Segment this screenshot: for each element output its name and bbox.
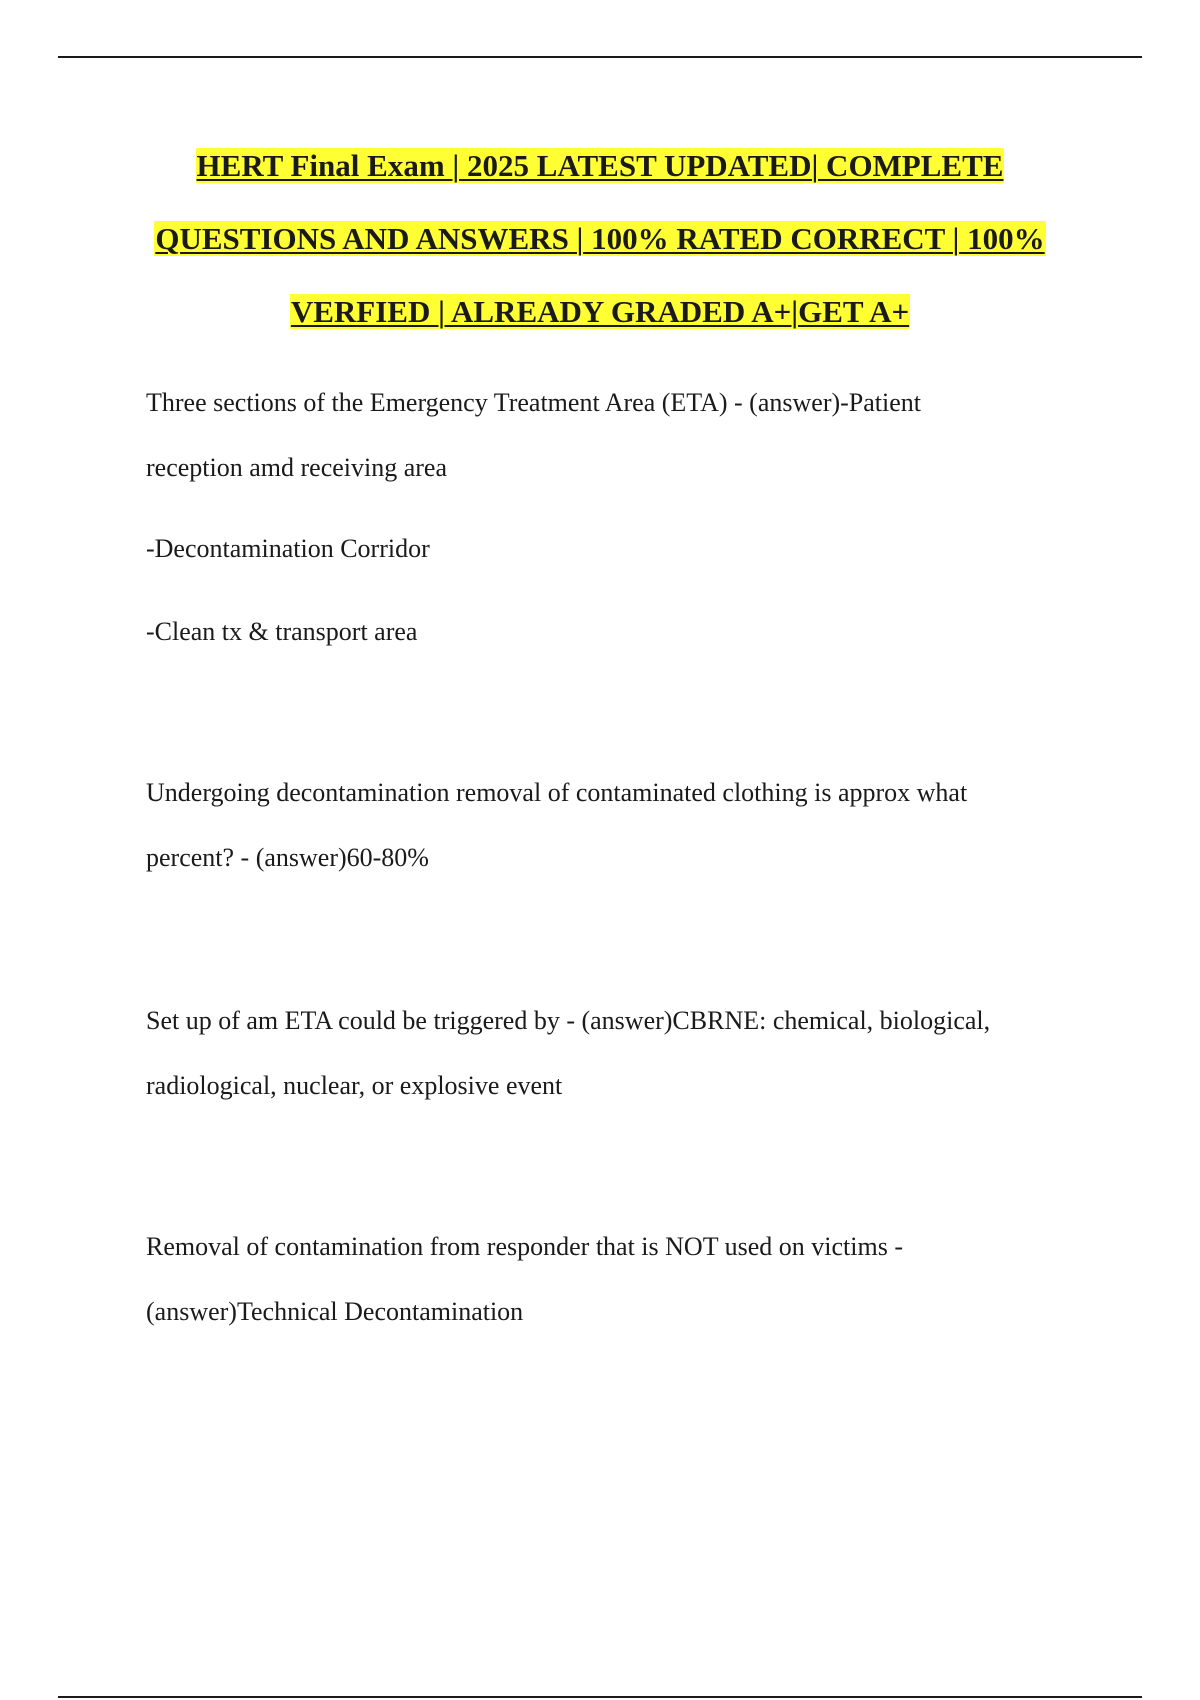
answer-line: -Clean tx & transport area: [146, 617, 418, 646]
qa-item-decon-percent: [146, 760, 1106, 890]
title-line: [58, 138, 1142, 211]
answer-line: -Decontamination Corridor: [146, 534, 430, 563]
question-line: Set up of am ETA could be triggered by - (answer)CBRNE: chemical, biological,: [146, 1006, 991, 1035]
bottom-rule: [58, 1696, 1142, 1698]
question-line: Undergoing decontamination removal of contaminated clothing is approx what: [146, 778, 968, 807]
qa-item-eta-sections: [146, 370, 1106, 664]
title-line-text: HERT Final Exam | 2025 LATEST UPDATED| COMPLETE: [196, 148, 1004, 183]
title-line-text: QUESTIONS AND ANSWERS | 100% RATED CORRECT | 100%: [155, 221, 1045, 256]
answer-line: (answer)Technical Decontamination: [146, 1297, 524, 1326]
answer-line: percent? - (answer)60-80%: [146, 843, 429, 872]
title-line-text: VERFIED | ALREADY GRADED A+|GET A+: [290, 294, 910, 329]
title-line: [58, 284, 1142, 357]
top-rule: [58, 56, 1142, 58]
answer-line: radiological, nuclear, or explosive event: [146, 1071, 563, 1100]
qa-item-technical-decon: [146, 1214, 1106, 1344]
qa-item-eta-trigger: [146, 988, 1106, 1118]
question-line: Three sections of the Emergency Treatment Area (ETA) - (answer)-Patient: [146, 388, 921, 417]
question-line: Removal of contamination from responder that is NOT used on victims -: [146, 1232, 903, 1261]
answer-line: reception amd receiving area: [146, 453, 447, 482]
document-title: [58, 138, 1142, 357]
title-line: [58, 211, 1142, 284]
